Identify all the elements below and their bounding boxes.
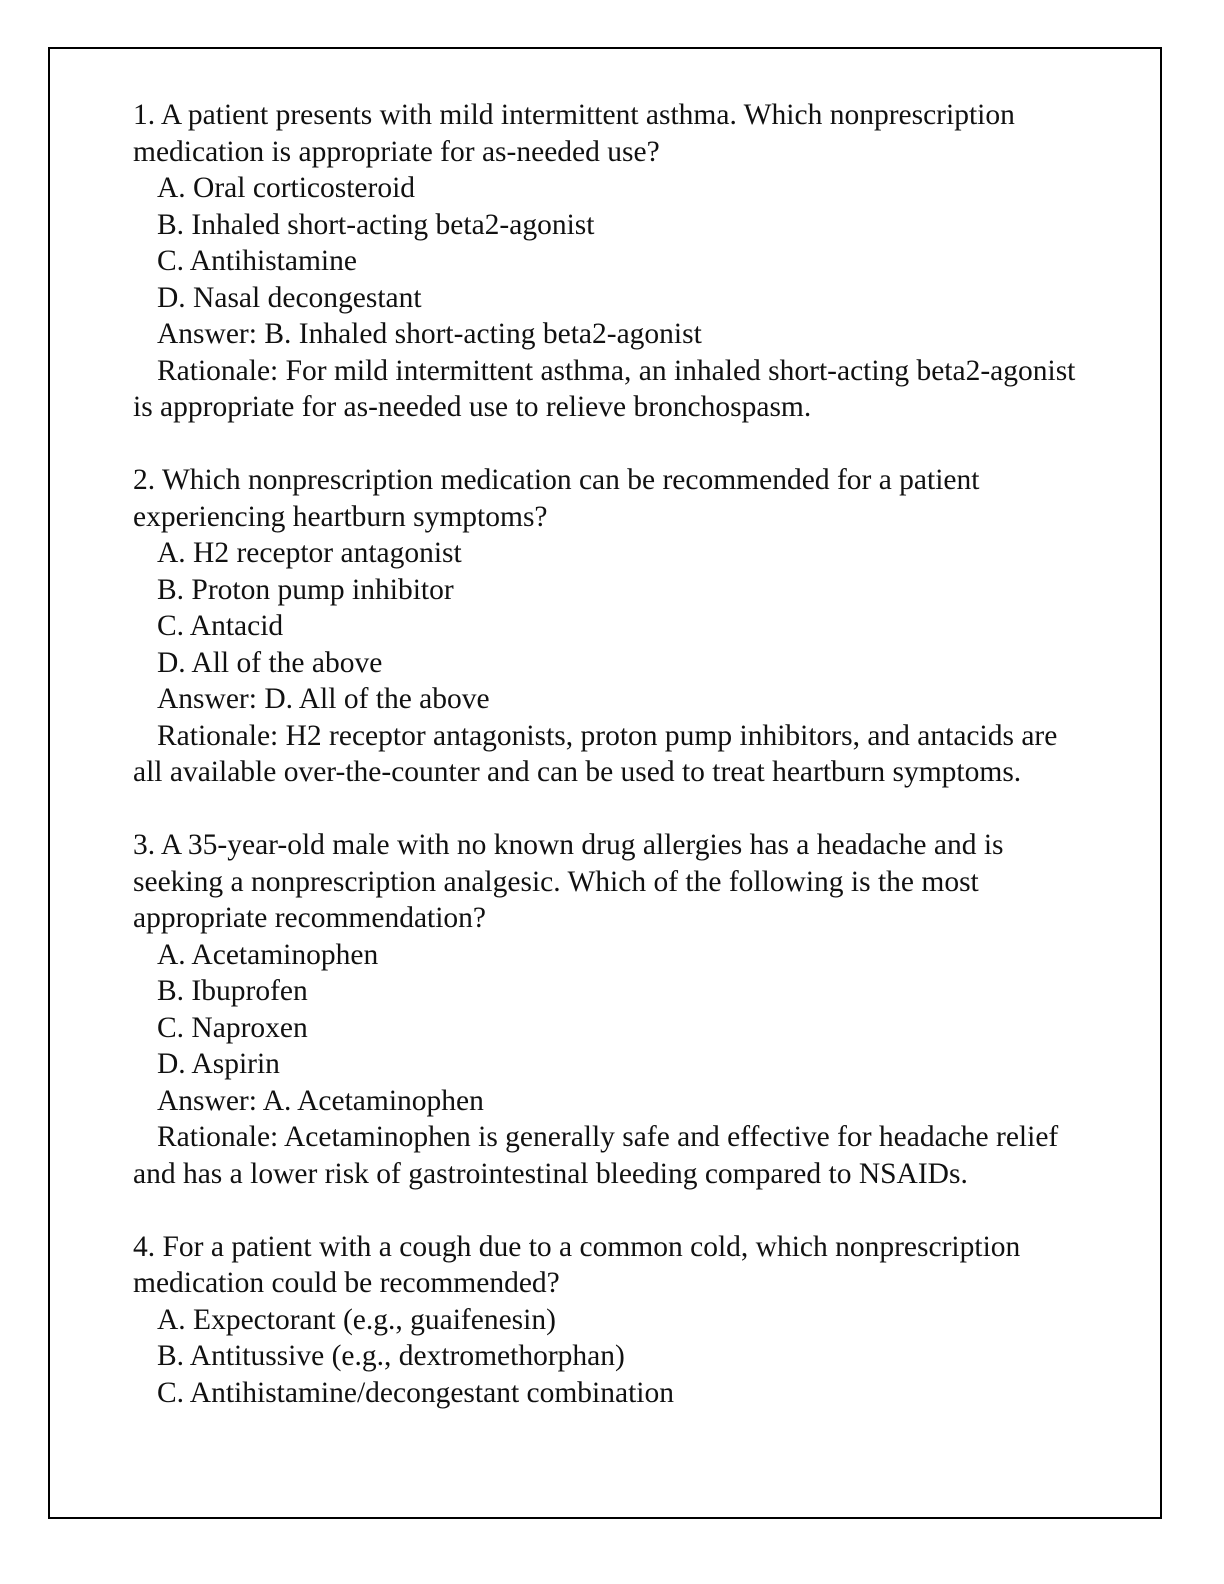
option-d: D. Nasal decongestant — [157, 281, 422, 314]
option-d: D. All of the above — [157, 646, 383, 679]
option-b: B. Inhaled short-acting beta2-agonist — [157, 208, 595, 241]
question-text: 1. A patient presents with mild intermittent asthma. Which nonprescription medication is appropriate for as-needed use? — [133, 99, 1015, 168]
option-b: B. Antitussive (e.g., dextromethorphan) — [157, 1340, 625, 1372]
rationale-text: Rationale: H2 receptor antagonists, proton pump inhibitors, and antacids are all available over-the-counter and can be used to treat heartburn symptoms. — [133, 719, 1058, 788]
option-a: A. Oral corticosteroid — [157, 172, 416, 204]
question-4 — [133, 1229, 1093, 1412]
option-d: D. Aspirin — [157, 1048, 280, 1080]
option-a: A. Acetaminophen — [157, 938, 379, 971]
answer-line: Answer: A. Acetaminophen — [157, 1084, 484, 1117]
question-1 — [133, 97, 1093, 426]
question-text: 3. A 35-year-old male with no known drug allergies has a headache and is seeking a nonprescription analgesic. Which of the following is the most appropriate recommendation? — [133, 829, 1004, 934]
answer-line: Answer: D. All of the above — [157, 683, 490, 715]
rationale-text: Rationale: Acetaminophen is generally safe and effective for headache relief and has a lower risk of gastrointestinal bleeding compared to NSAIDs. — [133, 1121, 1059, 1190]
question-3 — [133, 827, 1093, 1192]
option-c: C. Antihistamine/decongestant combination — [157, 1376, 674, 1409]
question-text: 2. Which nonprescription medication can be recommended for a patient experiencing heartburn symptoms? — [133, 464, 980, 533]
document-body — [133, 97, 1093, 1448]
rationale-text: Rationale: For mild intermittent asthma, an inhaled short-acting beta2-agonist is appropriate for as-needed use to relieve bronchospasm. — [133, 354, 1076, 423]
option-a: A. H2 receptor antagonist — [157, 537, 462, 569]
answer-line: Answer: B. Inhaled short-acting beta2-agonist — [157, 318, 702, 350]
option-c: C. Naproxen — [157, 1011, 308, 1044]
question-2 — [133, 462, 1093, 791]
option-b: B. Proton pump inhibitor — [157, 573, 454, 606]
option-b: B. Ibuprofen — [157, 975, 308, 1007]
option-a: A. Expectorant (e.g., guaifenesin) — [157, 1303, 556, 1336]
option-c: C. Antihistamine — [157, 245, 357, 277]
question-text: 4. For a patient with a cough due to a common cold, which nonprescription medication could be recommended? — [133, 1230, 1021, 1299]
option-c: C. Antacid — [157, 610, 284, 642]
